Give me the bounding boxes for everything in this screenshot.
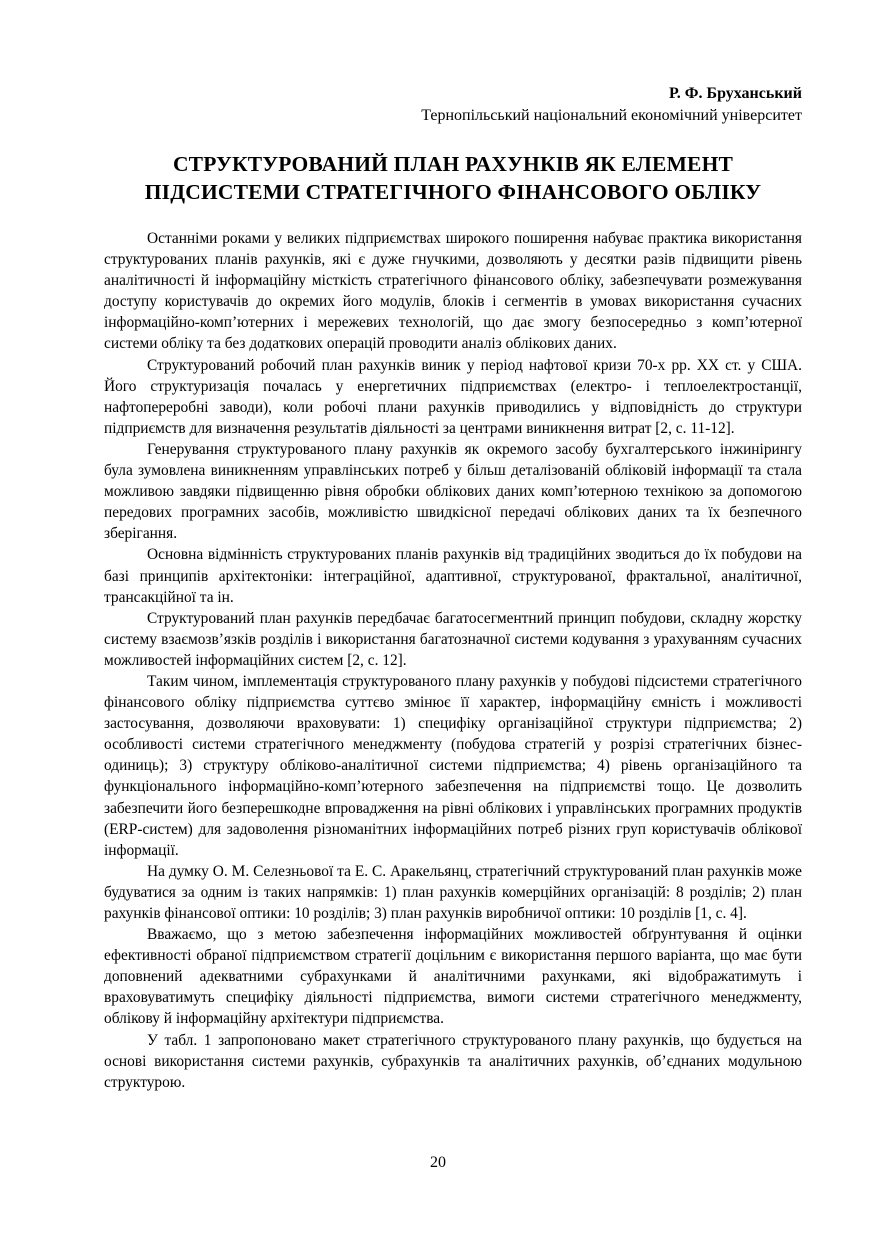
author-affiliation: Тернопільський національний економічний університет xyxy=(421,107,802,124)
article-body xyxy=(104,228,802,1093)
body-paragraph: Генерування структурованого плану рахунків як окремого засобу бухгалтерського інжинірингу була зумовлена виникненням управлінських потреб у більш деталізованій обліковій інформації та стала можливою завдяки підвищенню рівня обробки облікових даних комп’ютерною технікою за допомогою передових програмних засобів, можливістю швидкісної передачі облікових даних та їх безпечного зберігання. xyxy=(104,440,802,543)
body-paragraph: Вважаємо, що з метою забезпечення інформаційних можливостей обґрунтування й оцінки ефективності обраної підприємством стратегії доцільним є використання першого варіанта, що має бути доповнений адекватними субрахунками й аналітичними рахунками, які відображатимуть і враховуватимуть специфіку діяльності підприємства, вимоги системи стратегічного менеджменту, облікову й інформаційну архітектури підприємства. xyxy=(104,926,802,1028)
title-line: СТРУКТУРОВАНИЙ ПЛАН РАХУНКІВ ЯК ЕЛЕМЕНТ xyxy=(172,152,734,176)
body-paragraph: Структурований план рахунків передбачає багатосегментний принцип побудови, складну жорстку систему взаємозв’язків розділів і використання багатозначної системи кодування з урахуванням сучасних можливостей інформаційних систем [2, с. 12]. xyxy=(104,609,802,669)
body-paragraph: У табл. 1 запропоновано макет стратегічного структурованого плану рахунків, що будується на основі використання системи рахунків, субрахунків та аналітичних рахунків, об’єднаних модульною структурою. xyxy=(104,1031,802,1091)
body-paragraph: Основна відмінність структурованих планів рахунків від традиційних зводиться до їх побудови на базі принципів архітектоніки: інтеграційної, адаптивної, структурованої, фрактальної, аналітичної, трансакційної та ін. xyxy=(104,546,802,606)
title-line: ПІДСИСТЕМИ СТРАТЕГІЧНОГО ФІНАНСОВОГО ОБЛІКУ xyxy=(144,180,762,204)
author-name: Р. Ф. Бруханський xyxy=(668,85,802,102)
body-paragraph: Структурований робочий план рахунків виник у період нафтової кризи 70-х рр. XX ст. у США. Його структуризація почалась у енергетичних підприємствах (електро- і теплоелектростанції, нафтопереробні заводи), коли робочі плани рахунків приводились у відповідність до структури підприємств для визначення результатів діяльності за центрами виникнення витрат [2, с. 11-12]. xyxy=(104,356,802,437)
article-title xyxy=(104,150,802,206)
body-paragraph: Таким чином, імплементація структурованого плану рахунків у побудові підсистеми стратегічного фінансового обліку підприємства суттєво змінює її характер, інформаційну ємність і можливості застосування, дозволяючи враховувати: 1) специфіку організаційної структури підприємства; 2) особливості системи стратегічного менеджменту (побудова стратегій у розрізі стратегічних бізнес-одиниць); 3) структуру обліково-аналітичної системи підприємства; 4) рівень організаційного та функціонального інформаційно-комп’ютерного забезпечення на підприємстві тощо. Це дозволить забезпечити його безперешкодне впровадження на рівні облікових і управлінських програмних продуктів (ERP-систем) для задоволення різноманітних інформаційних потреб різних груп користувачів облікової інформації. xyxy=(104,672,802,859)
page-number: 20 xyxy=(430,1154,446,1171)
body-paragraph: Останніми роками у великих підприємствах широкого поширення набуває практика використання структурованих планів рахунків, які є дуже гнучкими, дозволяють у десятки разів підвищити рівень аналітичності й інформаційну місткість стратегічного фінансового обліку, забезпечувати розмежування доступу користувачів до окремих його модулів, блоків і сегментів в умовах використання сучасних інформаційно-комп’ютерних і мережевих технологій, що дає змогу безпосередньо з комп’ютерної системи обліку та без додаткових операцій проводити аналіз облікових даних. xyxy=(104,230,802,353)
body-paragraph: На думку О. М. Селезньової та Е. С. Аракельянц, стратегічний структурований план рахунків може будуватися за одним із таких напрямків: 1) план рахунків комерційних організацій: 8 розділів; 2) план рахунків фінансової оптики: 10 розділів; 3) план рахунків виробничої оптики: 10 розділів [1, с. 4]. xyxy=(104,862,802,922)
